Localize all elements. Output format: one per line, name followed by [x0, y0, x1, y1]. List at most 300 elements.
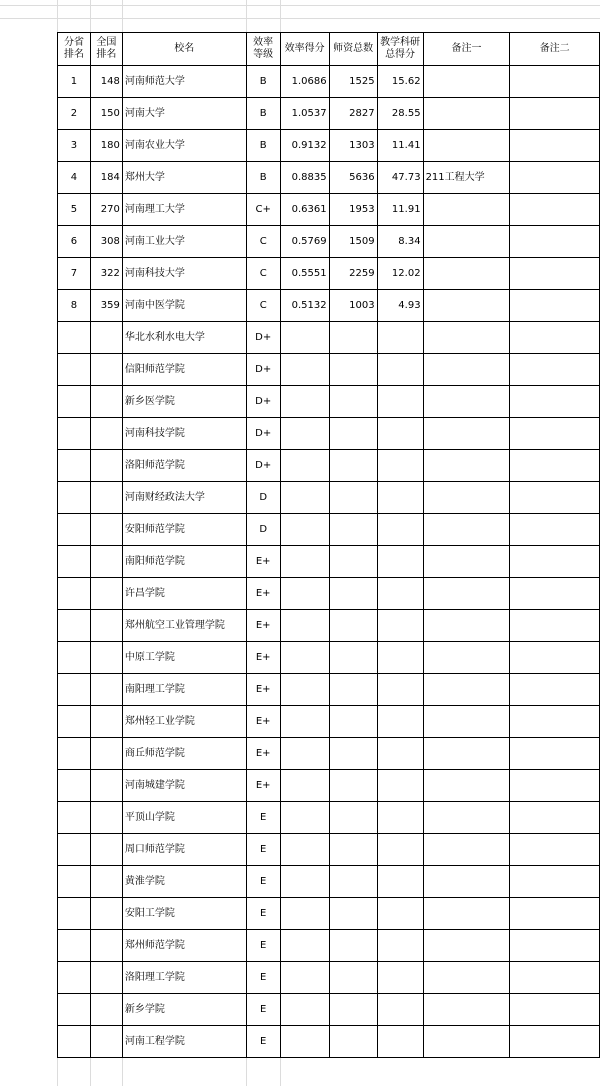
national-rank-cell[interactable]: 150 [90, 98, 122, 130]
research-score-cell[interactable]: 47.73 [377, 162, 423, 194]
note-one-cell[interactable] [423, 482, 510, 514]
grade-cell[interactable]: E [246, 994, 280, 1026]
faculty-total-cell[interactable]: 2827 [329, 98, 377, 130]
school-name-cell[interactable]: 河南科技学院 [122, 418, 246, 450]
note-one-cell[interactable] [423, 290, 510, 322]
research-score-cell[interactable]: 11.41 [377, 130, 423, 162]
efficiency-score-cell[interactable] [280, 802, 329, 834]
prov-rank-cell[interactable] [58, 514, 91, 546]
efficiency-score-cell[interactable] [280, 834, 329, 866]
grade-cell[interactable]: E+ [246, 642, 280, 674]
efficiency-score-cell[interactable]: 0.5551 [280, 258, 329, 290]
national-rank-cell[interactable] [90, 738, 122, 770]
note-two-cell[interactable] [510, 866, 600, 898]
note-two-cell[interactable] [510, 802, 600, 834]
grade-cell[interactable]: D+ [246, 322, 280, 354]
prov-rank-cell[interactable] [58, 674, 91, 706]
prov-rank-cell[interactable]: 7 [58, 258, 91, 290]
header-grade[interactable]: 效率 等级 [246, 33, 280, 66]
grade-cell[interactable]: B [246, 98, 280, 130]
prov-rank-cell[interactable] [58, 610, 91, 642]
note-one-cell[interactable] [423, 578, 510, 610]
note-one-cell[interactable] [423, 802, 510, 834]
grade-cell[interactable]: E+ [246, 578, 280, 610]
research-score-cell[interactable] [377, 962, 423, 994]
research-score-cell[interactable]: 4.93 [377, 290, 423, 322]
school-name-cell[interactable]: 许昌学院 [122, 578, 246, 610]
prov-rank-cell[interactable] [58, 386, 91, 418]
faculty-total-cell[interactable] [329, 578, 377, 610]
note-two-cell[interactable] [510, 930, 600, 962]
note-two-cell[interactable] [510, 66, 600, 98]
note-one-cell[interactable] [423, 770, 510, 802]
faculty-total-cell[interactable] [329, 994, 377, 1026]
faculty-total-cell[interactable]: 1003 [329, 290, 377, 322]
note-two-cell[interactable] [510, 578, 600, 610]
school-name-cell[interactable]: 中原工学院 [122, 642, 246, 674]
note-two-cell[interactable] [510, 258, 600, 290]
national-rank-cell[interactable] [90, 322, 122, 354]
school-name-cell[interactable]: 河南师范大学 [122, 66, 246, 98]
grade-cell[interactable]: C+ [246, 194, 280, 226]
school-name-cell[interactable]: 河南财经政法大学 [122, 482, 246, 514]
note-two-cell[interactable] [510, 898, 600, 930]
note-one-cell[interactable] [423, 130, 510, 162]
national-rank-cell[interactable]: 180 [90, 130, 122, 162]
note-two-cell[interactable] [510, 994, 600, 1026]
prov-rank-cell[interactable]: 2 [58, 98, 91, 130]
note-one-cell[interactable] [423, 194, 510, 226]
research-score-cell[interactable]: 15.62 [377, 66, 423, 98]
research-score-cell[interactable] [377, 866, 423, 898]
note-one-cell[interactable] [423, 866, 510, 898]
faculty-total-cell[interactable] [329, 770, 377, 802]
note-one-cell[interactable] [423, 514, 510, 546]
faculty-total-cell[interactable]: 1303 [329, 130, 377, 162]
grade-cell[interactable]: E [246, 898, 280, 930]
school-name-cell[interactable]: 洛阳理工学院 [122, 962, 246, 994]
national-rank-cell[interactable] [90, 578, 122, 610]
prov-rank-cell[interactable] [58, 546, 91, 578]
prov-rank-cell[interactable] [58, 450, 91, 482]
research-score-cell[interactable] [377, 386, 423, 418]
header-efficiency-score[interactable]: 效率得分 [280, 33, 329, 66]
efficiency-score-cell[interactable] [280, 770, 329, 802]
research-score-cell[interactable] [377, 322, 423, 354]
school-name-cell[interactable]: 河南工业大学 [122, 226, 246, 258]
research-score-cell[interactable] [377, 738, 423, 770]
prov-rank-cell[interactable] [58, 578, 91, 610]
prov-rank-cell[interactable]: 1 [58, 66, 91, 98]
research-score-cell[interactable]: 8.34 [377, 226, 423, 258]
grade-cell[interactable]: D+ [246, 354, 280, 386]
table-row [58, 322, 600, 354]
school-name-cell[interactable]: 新乡医学院 [122, 386, 246, 418]
prov-rank-cell[interactable] [58, 482, 91, 514]
efficiency-score-cell[interactable] [280, 322, 329, 354]
efficiency-score-cell[interactable]: 0.6361 [280, 194, 329, 226]
national-rank-cell[interactable] [90, 898, 122, 930]
national-rank-cell[interactable] [90, 994, 122, 1026]
national-rank-cell[interactable] [90, 962, 122, 994]
grade-cell[interactable]: E [246, 834, 280, 866]
header-note-one[interactable]: 备注一 [423, 33, 510, 66]
note-one-cell[interactable] [423, 546, 510, 578]
grade-cell[interactable]: B [246, 162, 280, 194]
grade-cell[interactable]: D+ [246, 450, 280, 482]
grade-cell[interactable]: E [246, 962, 280, 994]
national-rank-cell[interactable]: 322 [90, 258, 122, 290]
note-one-cell[interactable] [423, 418, 510, 450]
note-one-cell[interactable] [423, 98, 510, 130]
research-score-cell[interactable] [377, 418, 423, 450]
table-row [58, 546, 600, 578]
grade-cell[interactable]: B [246, 130, 280, 162]
note-one-cell[interactable] [423, 930, 510, 962]
prov-rank-cell[interactable] [58, 930, 91, 962]
grade-cell[interactable]: C [246, 290, 280, 322]
note-two-cell[interactable] [510, 354, 600, 386]
faculty-total-cell[interactable] [329, 930, 377, 962]
grade-cell[interactable]: D [246, 482, 280, 514]
efficiency-score-cell[interactable] [280, 482, 329, 514]
research-score-cell[interactable] [377, 610, 423, 642]
prov-rank-cell[interactable] [58, 642, 91, 674]
efficiency-score-cell[interactable]: 0.5769 [280, 226, 329, 258]
faculty-total-cell[interactable]: 5636 [329, 162, 377, 194]
note-two-cell[interactable] [510, 770, 600, 802]
note-one-cell[interactable] [423, 962, 510, 994]
school-name-cell[interactable]: 河南大学 [122, 98, 246, 130]
table-row [58, 162, 600, 194]
school-name-cell[interactable]: 新乡学院 [122, 994, 246, 1026]
efficiency-score-cell[interactable] [280, 738, 329, 770]
note-two-cell[interactable] [510, 98, 600, 130]
efficiency-score-cell[interactable] [280, 898, 329, 930]
efficiency-score-cell[interactable] [280, 930, 329, 962]
grade-cell[interactable]: E+ [246, 610, 280, 642]
note-one-cell[interactable] [423, 674, 510, 706]
research-score-cell[interactable]: 11.91 [377, 194, 423, 226]
note-two-cell[interactable] [510, 738, 600, 770]
school-name-cell[interactable]: 洛阳师范学院 [122, 450, 246, 482]
efficiency-score-cell[interactable]: 1.0686 [280, 66, 329, 98]
prov-rank-cell[interactable] [58, 866, 91, 898]
grade-cell[interactable]: D [246, 514, 280, 546]
efficiency-score-cell[interactable] [280, 706, 329, 738]
prov-rank-cell[interactable] [58, 354, 91, 386]
school-name-cell[interactable]: 商丘师范学院 [122, 738, 246, 770]
note-two-cell[interactable] [510, 226, 600, 258]
school-name-cell[interactable]: 周口师范学院 [122, 834, 246, 866]
school-name-cell[interactable]: 郑州师范学院 [122, 930, 246, 962]
national-rank-cell[interactable]: 270 [90, 194, 122, 226]
prov-rank-cell[interactable]: 4 [58, 162, 91, 194]
efficiency-score-cell[interactable] [280, 514, 329, 546]
grade-cell[interactable]: B [246, 66, 280, 98]
prov-rank-cell[interactable] [58, 962, 91, 994]
prov-rank-cell[interactable] [58, 418, 91, 450]
national-rank-cell[interactable] [90, 450, 122, 482]
grade-cell[interactable]: C [246, 258, 280, 290]
school-name-cell[interactable]: 南阳师范学院 [122, 546, 246, 578]
note-one-cell[interactable] [423, 386, 510, 418]
school-name-cell[interactable]: 河南科技大学 [122, 258, 246, 290]
faculty-total-cell[interactable] [329, 898, 377, 930]
research-score-cell[interactable] [377, 1026, 423, 1058]
national-rank-cell[interactable] [90, 610, 122, 642]
note-two-cell[interactable] [510, 450, 600, 482]
header-prov-rank[interactable]: 分省 排名 [58, 33, 91, 66]
school-name-cell[interactable]: 平顶山学院 [122, 802, 246, 834]
faculty-total-cell[interactable] [329, 706, 377, 738]
efficiency-score-cell[interactable]: 0.5132 [280, 290, 329, 322]
school-name-cell[interactable]: 河南工程学院 [122, 1026, 246, 1058]
research-score-cell[interactable] [377, 450, 423, 482]
school-name-cell[interactable]: 信阳师范学院 [122, 354, 246, 386]
note-one-cell[interactable] [423, 834, 510, 866]
faculty-total-cell[interactable] [329, 514, 377, 546]
national-rank-cell[interactable] [90, 834, 122, 866]
faculty-total-cell[interactable] [329, 642, 377, 674]
note-one-cell[interactable] [423, 994, 510, 1026]
header-national-rank[interactable]: 全国 排名 [90, 33, 122, 66]
efficiency-score-cell[interactable] [280, 578, 329, 610]
note-two-cell[interactable] [510, 514, 600, 546]
research-score-cell[interactable]: 12.02 [377, 258, 423, 290]
table-row [58, 418, 600, 450]
table-row [58, 1026, 600, 1058]
note-one-cell[interactable] [423, 258, 510, 290]
prov-rank-cell[interactable] [58, 322, 91, 354]
school-name-cell[interactable]: 河南中医学院 [122, 290, 246, 322]
research-score-cell[interactable] [377, 802, 423, 834]
faculty-total-cell[interactable]: 2259 [329, 258, 377, 290]
note-one-cell[interactable] [423, 1026, 510, 1058]
grade-cell[interactable]: D+ [246, 418, 280, 450]
table-row [58, 130, 600, 162]
table-row [58, 802, 600, 834]
grade-cell[interactable]: E+ [246, 770, 280, 802]
note-two-cell[interactable] [510, 322, 600, 354]
national-rank-cell[interactable]: 359 [90, 290, 122, 322]
faculty-total-cell[interactable] [329, 386, 377, 418]
research-score-cell[interactable] [377, 546, 423, 578]
note-one-cell[interactable] [423, 738, 510, 770]
faculty-total-cell[interactable] [329, 482, 377, 514]
efficiency-score-cell[interactable] [280, 546, 329, 578]
faculty-total-cell[interactable] [329, 610, 377, 642]
national-rank-cell[interactable] [90, 354, 122, 386]
school-name-cell[interactable]: 安阳工学院 [122, 898, 246, 930]
grade-cell[interactable]: E+ [246, 546, 280, 578]
note-two-cell[interactable] [510, 482, 600, 514]
faculty-total-cell[interactable] [329, 418, 377, 450]
prov-rank-cell[interactable] [58, 994, 91, 1026]
school-name-cell[interactable]: 郑州轻工业学院 [122, 706, 246, 738]
national-rank-cell[interactable] [90, 482, 122, 514]
note-one-cell[interactable]: 211工程大学 [423, 162, 510, 194]
efficiency-score-cell[interactable] [280, 386, 329, 418]
grade-cell[interactable]: E [246, 1026, 280, 1058]
national-rank-cell[interactable] [90, 802, 122, 834]
prov-rank-cell[interactable] [58, 770, 91, 802]
school-name-cell[interactable]: 河南农业大学 [122, 130, 246, 162]
efficiency-score-cell[interactable] [280, 962, 329, 994]
header-faculty-total[interactable]: 师资总数 [329, 33, 377, 66]
research-score-cell[interactable] [377, 834, 423, 866]
note-two-cell[interactable] [510, 162, 600, 194]
header-note-two[interactable]: 备注二 [510, 33, 600, 66]
efficiency-score-cell[interactable] [280, 450, 329, 482]
table-row [58, 994, 600, 1026]
note-one-cell[interactable] [423, 450, 510, 482]
note-one-cell[interactable] [423, 354, 510, 386]
efficiency-score-cell[interactable] [280, 1026, 329, 1058]
faculty-total-cell[interactable] [329, 322, 377, 354]
efficiency-score-cell[interactable]: 0.9132 [280, 130, 329, 162]
header-research-score[interactable]: 教学科研 总得分 [377, 33, 423, 66]
efficiency-score-cell[interactable]: 0.8835 [280, 162, 329, 194]
research-score-cell[interactable] [377, 770, 423, 802]
prov-rank-cell[interactable]: 5 [58, 194, 91, 226]
prov-rank-cell[interactable]: 6 [58, 226, 91, 258]
note-one-cell[interactable] [423, 226, 510, 258]
note-two-cell[interactable] [510, 834, 600, 866]
efficiency-score-cell[interactable] [280, 994, 329, 1026]
efficiency-score-cell[interactable] [280, 866, 329, 898]
grade-cell[interactable]: E+ [246, 674, 280, 706]
prov-rank-cell[interactable] [58, 738, 91, 770]
note-two-cell[interactable] [510, 290, 600, 322]
national-rank-cell[interactable] [90, 706, 122, 738]
note-one-cell[interactable] [423, 706, 510, 738]
research-score-cell[interactable] [377, 642, 423, 674]
prov-rank-cell[interactable] [58, 706, 91, 738]
grade-cell[interactable]: E [246, 930, 280, 962]
national-rank-cell[interactable] [90, 642, 122, 674]
faculty-total-cell[interactable] [329, 866, 377, 898]
research-score-cell[interactable] [377, 354, 423, 386]
research-score-cell[interactable] [377, 706, 423, 738]
faculty-total-cell[interactable]: 1525 [329, 66, 377, 98]
national-rank-cell[interactable] [90, 418, 122, 450]
note-one-cell[interactable] [423, 66, 510, 98]
grade-cell[interactable]: C [246, 226, 280, 258]
research-score-cell[interactable] [377, 930, 423, 962]
table-row [58, 450, 600, 482]
faculty-total-cell[interactable]: 1509 [329, 226, 377, 258]
note-one-cell[interactable] [423, 322, 510, 354]
faculty-total-cell[interactable] [329, 450, 377, 482]
national-rank-cell[interactable] [90, 770, 122, 802]
national-rank-cell[interactable] [90, 546, 122, 578]
school-name-cell[interactable]: 安阳师范学院 [122, 514, 246, 546]
national-rank-cell[interactable]: 184 [90, 162, 122, 194]
grid-line [0, 18, 600, 19]
national-rank-cell[interactable] [90, 386, 122, 418]
faculty-total-cell[interactable] [329, 354, 377, 386]
school-name-cell[interactable]: 郑州大学 [122, 162, 246, 194]
faculty-total-cell[interactable] [329, 834, 377, 866]
note-one-cell[interactable] [423, 610, 510, 642]
school-name-cell[interactable]: 河南理工大学 [122, 194, 246, 226]
note-two-cell[interactable] [510, 706, 600, 738]
school-name-cell[interactable]: 郑州航空工业管理学院 [122, 610, 246, 642]
prov-rank-cell[interactable] [58, 898, 91, 930]
school-name-cell[interactable]: 黄淮学院 [122, 866, 246, 898]
table-row [58, 482, 600, 514]
school-name-cell[interactable]: 南阳理工学院 [122, 674, 246, 706]
prov-rank-cell[interactable] [58, 1026, 91, 1058]
efficiency-score-cell[interactable]: 1.0537 [280, 98, 329, 130]
faculty-total-cell[interactable] [329, 962, 377, 994]
grade-cell[interactable]: E [246, 866, 280, 898]
prov-rank-cell[interactable] [58, 802, 91, 834]
note-two-cell[interactable] [510, 642, 600, 674]
note-one-cell[interactable] [423, 898, 510, 930]
note-two-cell[interactable] [510, 962, 600, 994]
efficiency-score-cell[interactable] [280, 610, 329, 642]
research-score-cell[interactable] [377, 994, 423, 1026]
prov-rank-cell[interactable]: 8 [58, 290, 91, 322]
research-score-cell[interactable]: 28.55 [377, 98, 423, 130]
research-score-cell[interactable] [377, 898, 423, 930]
note-two-cell[interactable] [510, 386, 600, 418]
prov-rank-cell[interactable] [58, 834, 91, 866]
note-two-cell[interactable] [510, 610, 600, 642]
faculty-total-cell[interactable] [329, 802, 377, 834]
grade-cell[interactable]: E+ [246, 706, 280, 738]
national-rank-cell[interactable]: 308 [90, 226, 122, 258]
grade-cell[interactable]: D+ [246, 386, 280, 418]
research-score-cell[interactable] [377, 674, 423, 706]
efficiency-score-cell[interactable] [280, 354, 329, 386]
header-school-name[interactable]: 校名 [122, 33, 246, 66]
research-score-cell[interactable] [377, 482, 423, 514]
national-rank-cell[interactable] [90, 930, 122, 962]
grade-cell[interactable]: E [246, 802, 280, 834]
table-row [58, 354, 600, 386]
note-one-cell[interactable] [423, 642, 510, 674]
national-rank-cell[interactable] [90, 674, 122, 706]
note-two-cell[interactable] [510, 130, 600, 162]
efficiency-score-cell[interactable] [280, 642, 329, 674]
prov-rank-cell[interactable]: 3 [58, 130, 91, 162]
note-two-cell[interactable] [510, 1026, 600, 1058]
note-two-cell[interactable] [510, 418, 600, 450]
national-rank-cell[interactable]: 148 [90, 66, 122, 98]
research-score-cell[interactable] [377, 578, 423, 610]
faculty-total-cell[interactable] [329, 674, 377, 706]
research-score-cell[interactable] [377, 514, 423, 546]
efficiency-score-cell[interactable] [280, 418, 329, 450]
national-rank-cell[interactable] [90, 866, 122, 898]
faculty-total-cell[interactable] [329, 738, 377, 770]
national-rank-cell[interactable] [90, 514, 122, 546]
faculty-total-cell[interactable] [329, 1026, 377, 1058]
grade-cell[interactable]: E+ [246, 738, 280, 770]
note-two-cell[interactable] [510, 546, 600, 578]
note-two-cell[interactable] [510, 674, 600, 706]
national-rank-cell[interactable] [90, 1026, 122, 1058]
faculty-total-cell[interactable]: 1953 [329, 194, 377, 226]
school-name-cell[interactable]: 华北水利水电大学 [122, 322, 246, 354]
note-two-cell[interactable] [510, 194, 600, 226]
faculty-total-cell[interactable] [329, 546, 377, 578]
efficiency-score-cell[interactable] [280, 674, 329, 706]
school-name-cell[interactable]: 河南城建学院 [122, 770, 246, 802]
